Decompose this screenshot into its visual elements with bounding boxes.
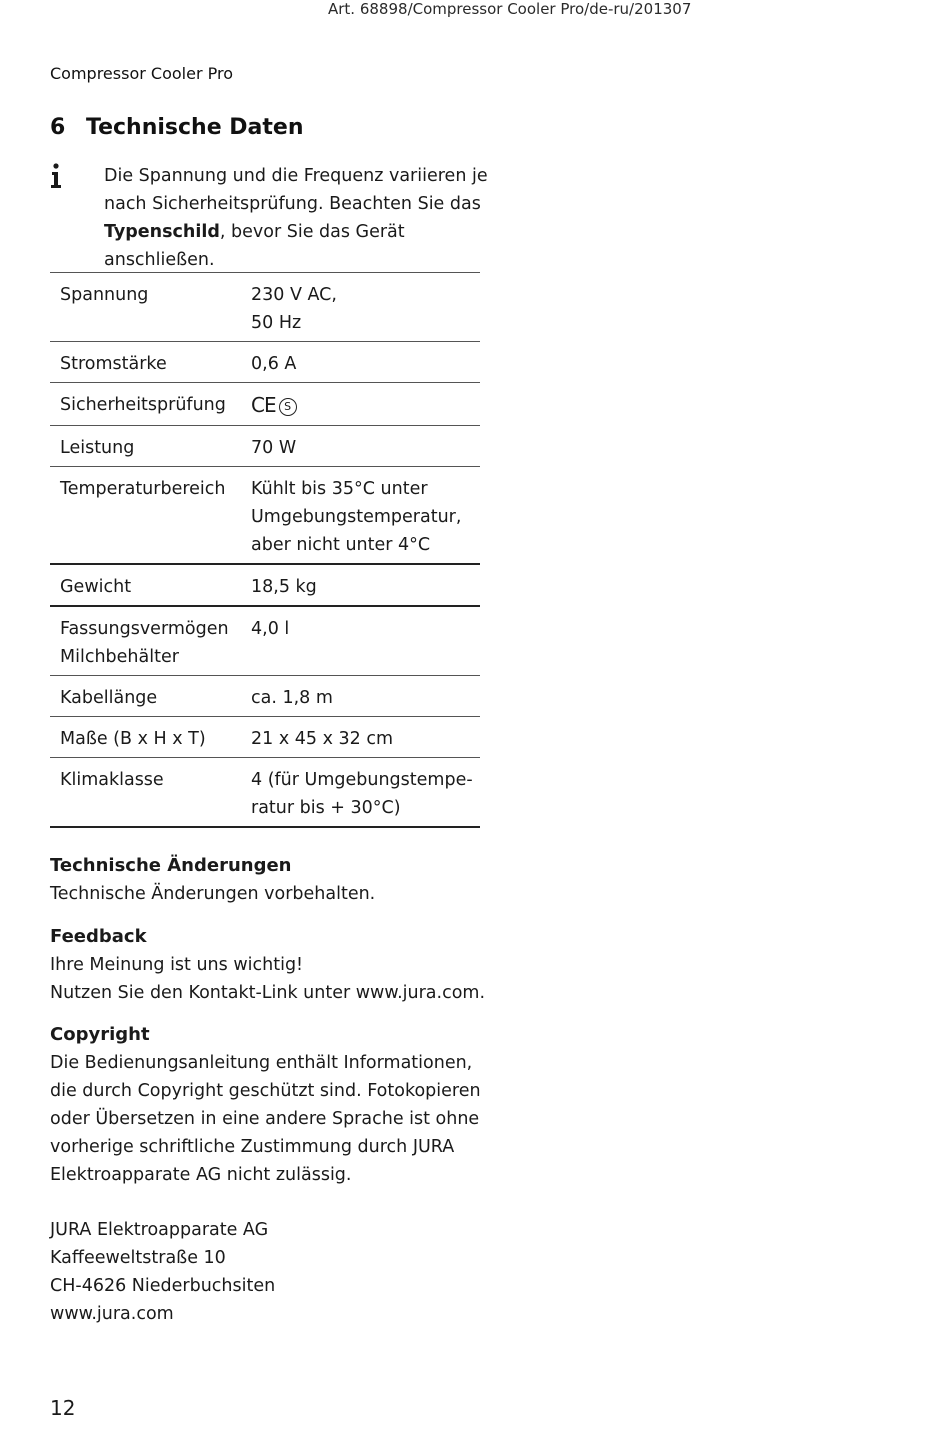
- spec-label: Temperaturbereich: [60, 479, 226, 499]
- spec-table: [50, 272, 480, 828]
- address-street: Kaffeeweltstraße 10: [50, 1248, 226, 1268]
- spec-row-temperaturbereich: [50, 467, 480, 565]
- copyright-line: vorherige schriftliche Zustimmung durch JURA: [50, 1137, 455, 1157]
- s-mark-icon: S: [279, 398, 297, 416]
- address-web: www.jura.com: [50, 1304, 174, 1324]
- copyright-line: oder Übersetzen in eine andere Sprache ist ohne: [50, 1109, 480, 1129]
- address-city: CH-4626 Niederbuchsiten: [50, 1276, 276, 1296]
- spec-label-line: Fassungsvermögen: [60, 619, 229, 639]
- spec-row-spannung: [50, 273, 480, 342]
- spec-row-leistung: [50, 426, 480, 467]
- spec-label: Kabellänge: [60, 688, 158, 708]
- info-note: [104, 162, 504, 274]
- spec-label: Stromstärke: [60, 354, 167, 374]
- spec-value: 18,5 kg: [251, 577, 317, 597]
- copyright-line: Die Bedienungsanleitung enthält Informationen,: [50, 1053, 473, 1073]
- spec-value: 70 W: [251, 438, 297, 458]
- spec-value-line: 230 V AC,: [251, 285, 337, 305]
- spec-value: 21 x 45 x 32 cm: [251, 729, 393, 749]
- spec-row-masse: [50, 717, 480, 758]
- spec-value: [251, 273, 480, 342]
- note-bold-typenschild: Typenschild: [104, 222, 220, 242]
- spec-value: ca. 1,8 m: [251, 688, 333, 708]
- spec-value-line: Umgebungstemperatur,: [251, 507, 462, 527]
- spec-value-line: 50 Hz: [251, 313, 302, 333]
- note-text-before: Die Spannung und die Frequenz variieren je nach Sicherheitsprüfung. Beachten Sie das: [104, 166, 488, 214]
- address-block: [50, 1216, 520, 1328]
- section-number: 6: [50, 115, 66, 140]
- spec-row-gewicht: [50, 564, 480, 606]
- spec-value-line: ratur bis + 30°C): [251, 798, 401, 818]
- note-text-after: , bevor Sie das Gerät anschließen.: [104, 222, 405, 270]
- spec-label: [50, 606, 251, 676]
- spec-value: [251, 758, 480, 828]
- feedback-line: Ihre Meinung ist uns wichtig!: [50, 955, 304, 975]
- spec-row-fassungsvermoegen: [50, 606, 480, 676]
- spec-value: [251, 467, 480, 565]
- spec-row-stromstaerke: [50, 342, 480, 383]
- feedback-line: Nutzen Sie den Kontakt-Link unter www.jura.com.: [50, 983, 486, 1003]
- copyright-section: [50, 1021, 520, 1189]
- spec-row-klimaklasse: [50, 758, 480, 828]
- info-icon: [48, 163, 64, 189]
- spec-label: Spannung: [60, 285, 149, 305]
- ce-mark-icon: CE: [251, 393, 276, 417]
- spec-value-line: 4 (für Umgebungstempe-: [251, 770, 473, 790]
- spec-label: Gewicht: [60, 577, 132, 597]
- page-number: 12: [50, 1396, 76, 1420]
- changes-section: [50, 852, 520, 908]
- spec-value-line: Kühlt bis 35°C unter: [251, 479, 428, 499]
- spec-label: Maße (B x H x T): [60, 729, 206, 749]
- copyright-line: Elektroapparate AG nicht zulässig.: [50, 1165, 352, 1185]
- spec-label: Leistung: [60, 438, 135, 458]
- spec-label-line: Milchbehälter: [60, 647, 179, 667]
- changes-text: Technische Änderungen vorbehalten.: [50, 884, 376, 904]
- spec-row-kabellaenge: [50, 676, 480, 717]
- spec-value: 4,0 l: [251, 619, 290, 639]
- feedback-heading: Feedback: [50, 926, 147, 947]
- spec-label: Sicherheitsprüfung: [60, 395, 226, 415]
- copyright-heading: Copyright: [50, 1024, 150, 1045]
- copyright-line: die durch Copyright geschützt sind. Fotokopieren: [50, 1081, 481, 1101]
- address-company: JURA Elektroapparate AG: [50, 1220, 269, 1240]
- feedback-section: [50, 923, 520, 1007]
- spec-value: [251, 383, 480, 426]
- document-header-title: Compressor Cooler Pro: [50, 64, 233, 83]
- spec-value: 0,6 A: [251, 354, 297, 374]
- section-title: Technische Daten: [86, 115, 304, 140]
- spec-row-sicherheitspruefung: [50, 383, 480, 426]
- spec-label: Klimaklasse: [60, 770, 164, 790]
- article-reference: Art. 68898/Compressor Cooler Pro/de-ru/201307: [328, 0, 692, 18]
- spec-value-line: aber nicht unter 4°C: [251, 535, 431, 555]
- section-heading: [50, 115, 304, 140]
- changes-heading: Technische Änderungen: [50, 855, 292, 876]
